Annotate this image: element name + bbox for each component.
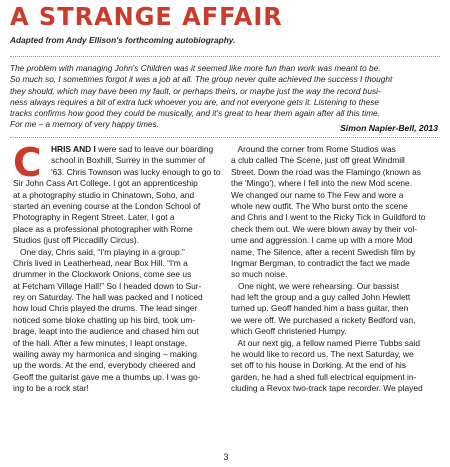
- body-line: of the hall. After a few minutes, I leapt onstage,: [13, 337, 188, 348]
- body-line: [13, 144, 221, 155]
- body-line: cluding a Revox two-track tape recorder. We played: [231, 383, 423, 394]
- body-line: At our next gig, a fellow named Pierre Tubbs said: [231, 337, 421, 348]
- lead-in: HRIS AND I: [51, 144, 96, 154]
- body-line: Photography in Regent Street. Later, I got a: [13, 212, 175, 223]
- body-line: at a photography studio in Chinatown, Soho, and: [13, 189, 195, 200]
- body-line: so much noise.: [231, 269, 288, 280]
- body-line: check them out. We were blown away by their vol-: [231, 223, 418, 234]
- body-line: how loud Chris played the drums. The lead singer: [13, 303, 198, 314]
- body-line: whole new outfit. The Who burst onto the scene: [231, 200, 408, 211]
- body-line: a club called The Scene, just off great Windmill: [231, 155, 405, 166]
- article-subtitle: Adapted from Andy Ellison's forthcoming autobiography.: [10, 35, 236, 45]
- body-line: Street. Down the road was the Flamingo (known as: [231, 166, 421, 177]
- body-line: drummer in the Clockwork Onions, come see us: [13, 269, 192, 280]
- body-line: We changed our name to The Few and wore a: [231, 189, 404, 200]
- body-line: Sir John Cass Art College. I got an apprenticeship: [13, 178, 198, 189]
- body-line: One day, Chris said, “I'm playing in a group.”: [13, 246, 185, 257]
- body-line: noticed some bloke chatting up his bird, took um-: [13, 314, 196, 325]
- body-line: school in Boxhill, Surrey in the summer of: [51, 155, 206, 166]
- body-line: Geoff the guitarist gave me a thumbs up. I was go-: [13, 371, 201, 382]
- intro-line: The problem with managing John's Children was it seemed like more fun than work was meant to be.: [10, 63, 381, 73]
- intro-line: For me – a memory of very happy times.: [10, 119, 159, 130]
- body-line: garden, he had a shed full electrical equipment in-: [231, 371, 417, 382]
- body-line: at Fetcham Village Hall!” So I headed down to Sur-: [13, 280, 202, 291]
- drop-cap: C: [13, 141, 42, 186]
- body-line: ing to be a rock star!: [13, 383, 89, 394]
- body-line: wailing away my harmonica and singing – making: [13, 349, 197, 360]
- intro-line: So much so, I sometimes forgot it was a job at all. The group never quite achieved the success I thought: [10, 74, 393, 85]
- dotted-divider-bottom: [10, 137, 440, 138]
- body-line: the 'Mingo'), where I fell into the new Mod scene.: [231, 178, 413, 189]
- right-column: [231, 144, 439, 395]
- dotted-divider-top: [10, 56, 440, 57]
- intro-line: tracks confirms how good they could be musically, and it's great to hear them again after all this time.: [10, 108, 380, 119]
- body-line: name, The Silence, after a recent Swedish film by: [231, 246, 416, 257]
- intro-paragraph: [10, 63, 440, 131]
- body-line: '63. Chris Townson was lucky enough to go to: [51, 166, 221, 177]
- left-column: [13, 141, 221, 395]
- body-line: which Geoff christened Humpy.: [231, 326, 347, 337]
- body-line: started an evening course at the London School of: [13, 200, 201, 211]
- intro-line: they should, which may have been my fault, or perhaps theirs, or maybe just the way the record busi-: [10, 85, 381, 96]
- body-line: brage, leapt into the audience and chased him out: [13, 326, 199, 337]
- body-line: he would like to record us. The next Saturday, we: [231, 349, 414, 360]
- body-line: One night, we were rehearsing. Our bassist: [231, 280, 400, 291]
- body-line: turned up. Geoff handed him a bass guitar, then: [231, 303, 409, 314]
- body-line: had left the group and a guy called John Hewlett: [231, 292, 411, 303]
- body-line: Chris lived in Leatherhead, near Box Hill. “I'm a: [13, 257, 188, 268]
- body-line: rey on Saturday. The hall was packed and I noticed: [13, 292, 203, 303]
- page-number: 3: [223, 452, 229, 462]
- body-line: set off to his house in Dorking. At the end of his: [231, 360, 406, 371]
- body-line: and Chris and I went to the Ricky Tick in Guildford to: [231, 212, 426, 223]
- body-line: we were off. We purchased a rickety Bedford van,: [231, 314, 416, 325]
- intro-line: ness always requires a bit of extra luck whoever you are, and not everyone gets it. Listening to these: [10, 96, 379, 107]
- body-line: Ingmar Bergman, to contradict the fact we made: [231, 257, 410, 268]
- body-line: up the words. At the end, everybody cheered and: [13, 360, 196, 371]
- body-line: ume and aggression. I came up with a more Mod: [231, 235, 413, 246]
- article-title: A STRANGE AFFAIR: [10, 2, 283, 32]
- body-line: Around the corner from Rome Studios was: [231, 144, 396, 154]
- body-text: were sad to leave our boarding: [95, 144, 214, 154]
- signature: Simon Napier-Bell, 2013: [340, 123, 438, 133]
- body-line: place as a professional photographer with Rome: [13, 223, 193, 234]
- body-line: Studios (just off Piccadilly Circus).: [13, 235, 139, 246]
